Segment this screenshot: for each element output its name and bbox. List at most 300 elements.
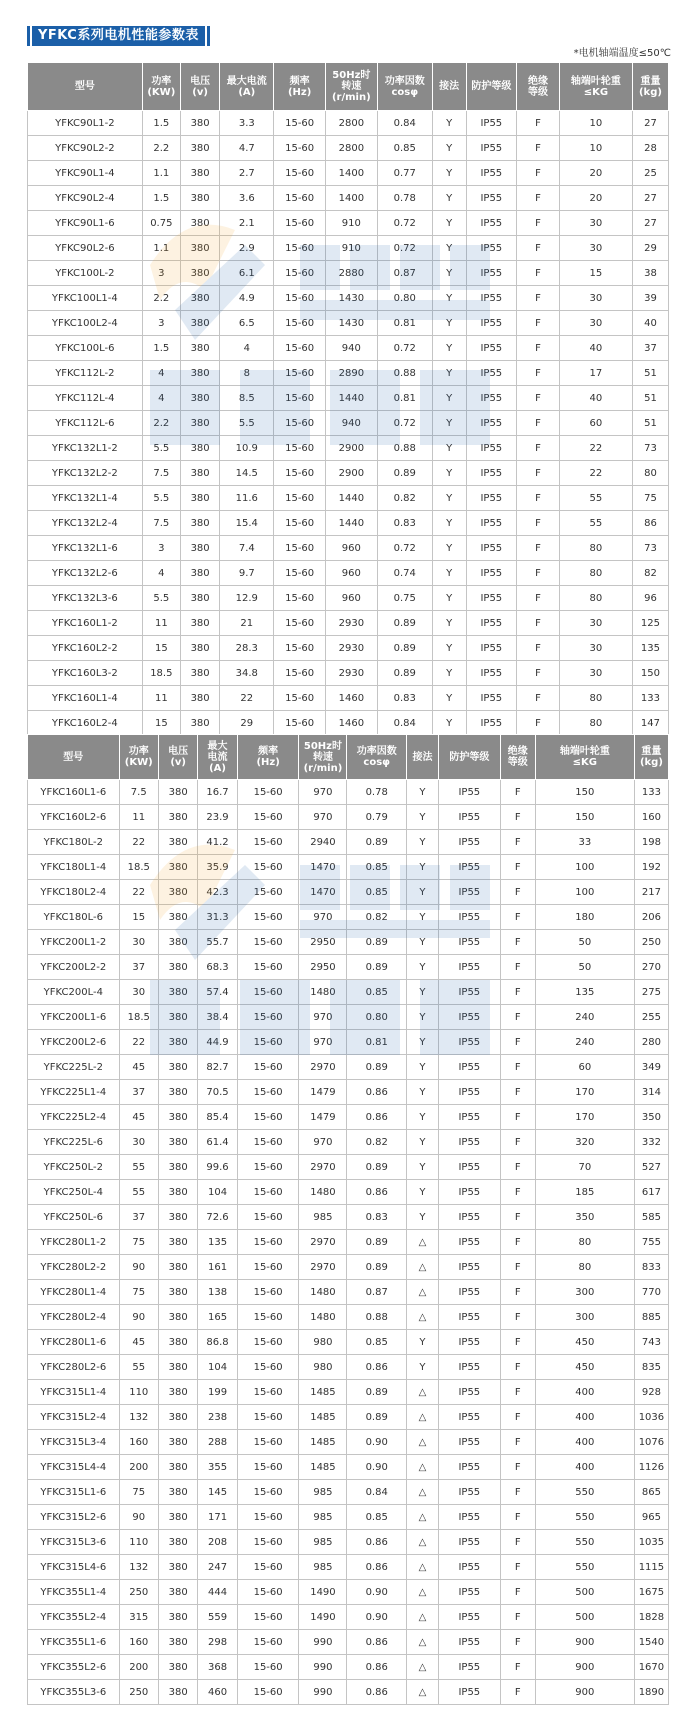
table-cell: 1470 bbox=[299, 855, 347, 880]
table-cell: 0.74 bbox=[377, 561, 432, 586]
table-row bbox=[28, 1505, 669, 1530]
table-cell: 380 bbox=[180, 261, 219, 286]
table-cell: 380 bbox=[158, 1580, 197, 1605]
table-row bbox=[28, 436, 669, 461]
table-cell: IP55 bbox=[466, 661, 517, 686]
table-cell: 8.5 bbox=[220, 386, 274, 411]
table-cell: F bbox=[500, 805, 535, 830]
table-cell: F bbox=[500, 1655, 535, 1680]
table-cell: 2930 bbox=[325, 611, 377, 636]
table-cell: 0.86 bbox=[347, 1105, 407, 1130]
table-cell: 22 bbox=[119, 830, 158, 855]
table-cell: 15-60 bbox=[237, 1555, 299, 1580]
table-cell: 2.2 bbox=[142, 411, 180, 436]
table-cell: IP55 bbox=[438, 1605, 500, 1630]
table-row bbox=[28, 411, 669, 436]
table-cell: 2950 bbox=[299, 930, 347, 955]
table-cell: 82.7 bbox=[198, 1055, 237, 1080]
table-cell: 104 bbox=[198, 1180, 237, 1205]
table-cell: IP55 bbox=[466, 336, 517, 361]
table-cell: 15-60 bbox=[274, 336, 326, 361]
table-cell: 1.1 bbox=[142, 236, 180, 261]
table-cell: IP55 bbox=[438, 1480, 500, 1505]
table-cell: YFKC280L1-2 bbox=[28, 1230, 120, 1255]
table-cell: Y bbox=[432, 361, 466, 386]
table-cell: 0.85 bbox=[377, 136, 432, 161]
table-cell: △ bbox=[407, 1580, 439, 1605]
table-cell: 22 bbox=[119, 1030, 158, 1055]
table-cell: 0.90 bbox=[347, 1580, 407, 1605]
table-cell: 90 bbox=[119, 1505, 158, 1530]
table-cell: 138 bbox=[198, 1280, 237, 1305]
table-cell: 37 bbox=[119, 955, 158, 980]
table-cell: 15-60 bbox=[274, 711, 326, 736]
table-cell: F bbox=[500, 1080, 535, 1105]
table-cell: IP55 bbox=[466, 286, 517, 311]
table-cell: 27 bbox=[632, 111, 668, 136]
table-cell: 0.85 bbox=[347, 1505, 407, 1530]
table-cell: 1076 bbox=[634, 1430, 668, 1455]
column-header: 电压 (v) bbox=[158, 735, 197, 780]
table-cell: IP55 bbox=[466, 161, 517, 186]
table-cell: 270 bbox=[634, 955, 668, 980]
table-cell: 18.5 bbox=[119, 1005, 158, 1030]
table-cell: YFKC112L-4 bbox=[28, 386, 143, 411]
table-cell: 400 bbox=[535, 1430, 634, 1455]
table-cell: Y bbox=[407, 905, 439, 930]
table-cell: 450 bbox=[535, 1330, 634, 1355]
table-cell: 1828 bbox=[634, 1605, 668, 1630]
table-cell: 1480 bbox=[299, 1280, 347, 1305]
table-cell: 30 bbox=[559, 611, 632, 636]
table-cell: 0.89 bbox=[377, 636, 432, 661]
table-cell: IP55 bbox=[466, 486, 517, 511]
table-cell: 0.84 bbox=[347, 1480, 407, 1505]
table-cell: 380 bbox=[158, 1155, 197, 1180]
table-cell: 250 bbox=[119, 1580, 158, 1605]
table-cell: Y bbox=[407, 1005, 439, 1030]
table-cell: 380 bbox=[158, 1555, 197, 1580]
table-cell: Y bbox=[432, 586, 466, 611]
table-cell: 0.78 bbox=[377, 186, 432, 211]
table-cell: YFKC160L2-4 bbox=[28, 711, 143, 736]
table-cell: 135 bbox=[632, 636, 668, 661]
table-cell: 1480 bbox=[299, 1180, 347, 1205]
table-cell: 400 bbox=[535, 1380, 634, 1405]
table-cell: 35.9 bbox=[198, 855, 237, 880]
table-cell: YFKC160L1-4 bbox=[28, 686, 143, 711]
table-cell: 240 bbox=[535, 1030, 634, 1055]
table-cell: IP55 bbox=[438, 805, 500, 830]
table-cell: F bbox=[500, 855, 535, 880]
table-cell: 1.5 bbox=[142, 336, 180, 361]
table-cell: Y bbox=[432, 186, 466, 211]
column-header: 最大电流 (A) bbox=[220, 63, 274, 111]
table-cell: △ bbox=[407, 1230, 439, 1255]
table-cell: F bbox=[500, 1605, 535, 1630]
table-cell: IP55 bbox=[438, 1230, 500, 1255]
table-cell: 90 bbox=[119, 1255, 158, 1280]
table-row bbox=[28, 486, 669, 511]
table-cell: 0.84 bbox=[377, 111, 432, 136]
table-cell: 33 bbox=[535, 830, 634, 855]
table-cell: 45 bbox=[119, 1055, 158, 1080]
table-cell: YFKC225L1-4 bbox=[28, 1080, 120, 1105]
table-cell: 1480 bbox=[299, 1305, 347, 1330]
table-cell: 9.7 bbox=[220, 561, 274, 586]
table-cell: 990 bbox=[299, 1655, 347, 1680]
table-cell: 15-60 bbox=[237, 1355, 299, 1380]
table-cell: 2970 bbox=[299, 1255, 347, 1280]
table-cell: 380 bbox=[180, 136, 219, 161]
table-cell: △ bbox=[407, 1380, 439, 1405]
table-cell: 28.3 bbox=[220, 636, 274, 661]
table-cell: YFKC132L1-2 bbox=[28, 436, 143, 461]
table-cell: 1430 bbox=[325, 311, 377, 336]
table-cell: 61.4 bbox=[198, 1130, 237, 1155]
table-cell: YFKC280L1-4 bbox=[28, 1280, 120, 1305]
table-cell: 0.79 bbox=[347, 805, 407, 830]
table-cell: 15-60 bbox=[237, 855, 299, 880]
table-cell: 0.89 bbox=[347, 1380, 407, 1405]
table-cell: YFKC132L2-2 bbox=[28, 461, 143, 486]
table-cell: 970 bbox=[299, 1005, 347, 1030]
table-cell: Y bbox=[432, 111, 466, 136]
table-cell: IP55 bbox=[466, 461, 517, 486]
table-row bbox=[28, 1080, 669, 1105]
table-cell: YFKC90L2-2 bbox=[28, 136, 143, 161]
table-cell: 80 bbox=[632, 461, 668, 486]
table-cell: 104 bbox=[198, 1355, 237, 1380]
table-cell: 500 bbox=[535, 1605, 634, 1630]
table-cell: 15-60 bbox=[274, 586, 326, 611]
table-cell: 970 bbox=[299, 780, 347, 805]
column-header: 轴端叶轮重 ≤KG bbox=[559, 63, 632, 111]
table-cell: Y bbox=[432, 211, 466, 236]
table-cell: 990 bbox=[299, 1630, 347, 1655]
table-cell: 50 bbox=[535, 955, 634, 980]
table-cell: 42.3 bbox=[198, 880, 237, 905]
table-cell: 2800 bbox=[325, 136, 377, 161]
table-cell: 15.4 bbox=[220, 511, 274, 536]
table-cell: Y bbox=[432, 461, 466, 486]
table-cell: 15-60 bbox=[237, 1580, 299, 1605]
table-cell: 4 bbox=[142, 361, 180, 386]
table-cell: 133 bbox=[632, 686, 668, 711]
table-cell: 150 bbox=[535, 805, 634, 830]
table-cell: 0.89 bbox=[347, 1405, 407, 1430]
table-cell: 985 bbox=[299, 1480, 347, 1505]
table-cell: F bbox=[517, 661, 560, 686]
table-cell: 11 bbox=[119, 805, 158, 830]
column-header: 功率因数 cosφ bbox=[377, 63, 432, 111]
table-cell: F bbox=[500, 1330, 535, 1355]
table-row bbox=[28, 611, 669, 636]
table-cell: YFKC100L-6 bbox=[28, 336, 143, 361]
table-cell: 73 bbox=[632, 436, 668, 461]
table-cell: IP55 bbox=[438, 855, 500, 880]
table-cell: 192 bbox=[634, 855, 668, 880]
table-cell: 145 bbox=[198, 1480, 237, 1505]
title-left-accent bbox=[27, 26, 30, 46]
table-cell: △ bbox=[407, 1680, 439, 1705]
table-row bbox=[28, 1680, 669, 1705]
table-cell: YFKC180L-2 bbox=[28, 830, 120, 855]
table-cell: Y bbox=[432, 136, 466, 161]
table-cell: 5.5 bbox=[142, 486, 180, 511]
table-row bbox=[28, 905, 669, 930]
table-cell: IP55 bbox=[466, 136, 517, 161]
table-row bbox=[28, 830, 669, 855]
table-cell: 15-60 bbox=[237, 1080, 299, 1105]
table-cell: 0.86 bbox=[347, 1530, 407, 1555]
table-cell: 170 bbox=[535, 1105, 634, 1130]
table-cell: YFKC90L2-6 bbox=[28, 236, 143, 261]
table-cell: 15-60 bbox=[237, 1630, 299, 1655]
table-cell: 1.1 bbox=[142, 161, 180, 186]
table-cell: Y bbox=[432, 611, 466, 636]
table-cell: 15-60 bbox=[237, 1530, 299, 1555]
table-cell: 2930 bbox=[325, 636, 377, 661]
table-cell: F bbox=[517, 236, 560, 261]
table-cell: IP55 bbox=[466, 686, 517, 711]
table-cell: IP55 bbox=[438, 905, 500, 930]
table-cell: 73 bbox=[632, 536, 668, 561]
table-cell: 980 bbox=[299, 1355, 347, 1380]
table-cell: IP55 bbox=[466, 611, 517, 636]
column-header: 轴端叶轮重 ≤KG bbox=[535, 735, 634, 780]
table-cell: 1485 bbox=[299, 1430, 347, 1455]
table-cell: F bbox=[500, 1105, 535, 1130]
table-cell: △ bbox=[407, 1280, 439, 1305]
table-cell: 833 bbox=[634, 1255, 668, 1280]
table-cell: YFKC225L2-4 bbox=[28, 1105, 120, 1130]
table-row bbox=[28, 561, 669, 586]
table-row bbox=[28, 855, 669, 880]
table-cell: 380 bbox=[158, 1205, 197, 1230]
table-cell: 15-60 bbox=[274, 611, 326, 636]
table-row bbox=[28, 1255, 669, 1280]
table-cell: 380 bbox=[158, 905, 197, 930]
table-cell: 349 bbox=[634, 1055, 668, 1080]
table-cell: 2.2 bbox=[142, 286, 180, 311]
table-cell: 380 bbox=[158, 1005, 197, 1030]
table-cell: 6.5 bbox=[220, 311, 274, 336]
table-cell: 37 bbox=[632, 336, 668, 361]
table-cell: △ bbox=[407, 1630, 439, 1655]
table-cell: 320 bbox=[535, 1130, 634, 1155]
table-cell: 90 bbox=[119, 1305, 158, 1330]
spec-table-1 bbox=[27, 62, 669, 736]
table-cell: YFKC250L-4 bbox=[28, 1180, 120, 1205]
table-cell: 380 bbox=[158, 855, 197, 880]
table-cell: 15-60 bbox=[237, 1205, 299, 1230]
table-row bbox=[28, 1355, 669, 1380]
table-cell: 45 bbox=[119, 1330, 158, 1355]
table-cell: 15-60 bbox=[237, 1055, 299, 1080]
table-cell: 1485 bbox=[299, 1405, 347, 1430]
table-cell: 960 bbox=[325, 536, 377, 561]
table-cell: △ bbox=[407, 1405, 439, 1430]
table-cell: Y bbox=[407, 880, 439, 905]
table-cell: YFKC112L-2 bbox=[28, 361, 143, 386]
table-cell: YFKC132L2-4 bbox=[28, 511, 143, 536]
table-cell: 1440 bbox=[325, 486, 377, 511]
table-cell: YFKC112L-6 bbox=[28, 411, 143, 436]
table-cell: 4 bbox=[142, 561, 180, 586]
table-cell: YFKC355L2-4 bbox=[28, 1605, 120, 1630]
table-cell: 38 bbox=[632, 261, 668, 286]
table-cell: 1670 bbox=[634, 1655, 668, 1680]
table-cell: 1480 bbox=[299, 980, 347, 1005]
table-cell: 550 bbox=[535, 1480, 634, 1505]
table-row bbox=[28, 711, 669, 736]
table-cell: 1400 bbox=[325, 161, 377, 186]
table-cell: YFKC132L1-6 bbox=[28, 536, 143, 561]
table-cell: 15-60 bbox=[274, 236, 326, 261]
table-cell: 900 bbox=[535, 1655, 634, 1680]
table-cell: Y bbox=[407, 855, 439, 880]
table-cell: IP55 bbox=[438, 1005, 500, 1030]
table-cell: 2970 bbox=[299, 1055, 347, 1080]
table-cell: 1036 bbox=[634, 1405, 668, 1430]
table-row bbox=[28, 686, 669, 711]
table-cell: 865 bbox=[634, 1480, 668, 1505]
table-cell: 150 bbox=[632, 661, 668, 686]
table-cell: 68.3 bbox=[198, 955, 237, 980]
column-header: 型号 bbox=[28, 735, 120, 780]
table-cell: 380 bbox=[180, 461, 219, 486]
table-cell: F bbox=[517, 511, 560, 536]
table-cell: 2.7 bbox=[220, 161, 274, 186]
table-cell: 0.75 bbox=[377, 586, 432, 611]
table-cell: F bbox=[517, 311, 560, 336]
table-cell: 15-60 bbox=[237, 1130, 299, 1155]
table-cell: 755 bbox=[634, 1230, 668, 1255]
table-cell: Y bbox=[432, 661, 466, 686]
table-cell: 30 bbox=[119, 980, 158, 1005]
table-cell: YFKC90L1-6 bbox=[28, 211, 143, 236]
table-cell: F bbox=[500, 1030, 535, 1055]
table-cell: 99.6 bbox=[198, 1155, 237, 1180]
table-cell: YFKC180L-6 bbox=[28, 905, 120, 930]
table-cell: 80 bbox=[559, 586, 632, 611]
table-cell: 29 bbox=[632, 236, 668, 261]
column-header: 功率因数 cosφ bbox=[347, 735, 407, 780]
column-header: 50Hz时 转速 (r/min) bbox=[325, 63, 377, 111]
table-cell: 55 bbox=[559, 511, 632, 536]
table-cell: 2.1 bbox=[220, 211, 274, 236]
table-row bbox=[28, 1055, 669, 1080]
table-cell: F bbox=[500, 1355, 535, 1380]
table-cell: 27 bbox=[632, 186, 668, 211]
table-cell: 380 bbox=[180, 236, 219, 261]
table-cell: 4 bbox=[142, 386, 180, 411]
table-cell: 0.85 bbox=[347, 980, 407, 1005]
page-title: YFKC系列电机性能参数表 bbox=[32, 26, 205, 46]
table-cell: F bbox=[517, 411, 560, 436]
table-cell: 0.90 bbox=[347, 1455, 407, 1480]
table-cell: 160 bbox=[634, 805, 668, 830]
table-cell: 15-60 bbox=[237, 1155, 299, 1180]
table-cell: 0.85 bbox=[347, 1330, 407, 1355]
table-cell: F bbox=[500, 1255, 535, 1280]
title-right-accent bbox=[207, 26, 210, 46]
table-cell: YFKC315L3-4 bbox=[28, 1430, 120, 1455]
table-row bbox=[28, 111, 669, 136]
table-cell: 380 bbox=[158, 1330, 197, 1355]
table-cell: 15-60 bbox=[237, 1655, 299, 1680]
table-cell: 18.5 bbox=[119, 855, 158, 880]
table-cell: F bbox=[500, 1205, 535, 1230]
table-cell: IP55 bbox=[466, 436, 517, 461]
table-cell: F bbox=[500, 1005, 535, 1030]
table-cell: 15-60 bbox=[237, 1505, 299, 1530]
table-row bbox=[28, 1280, 669, 1305]
table-cell: YFKC225L-2 bbox=[28, 1055, 120, 1080]
table-cell: 0.78 bbox=[347, 780, 407, 805]
table-cell: IP55 bbox=[466, 236, 517, 261]
table-cell: IP55 bbox=[466, 411, 517, 436]
table-cell: 380 bbox=[158, 1505, 197, 1530]
table-cell: 70.5 bbox=[198, 1080, 237, 1105]
table-cell: 380 bbox=[158, 1630, 197, 1655]
table-cell: 10 bbox=[559, 111, 632, 136]
table-cell: 380 bbox=[158, 1380, 197, 1405]
table-cell: 550 bbox=[535, 1530, 634, 1555]
column-header: 绝缘 等级 bbox=[517, 63, 560, 111]
table-cell: 44.9 bbox=[198, 1030, 237, 1055]
table-row bbox=[28, 880, 669, 905]
table-cell: 368 bbox=[198, 1655, 237, 1680]
table-row bbox=[28, 236, 669, 261]
table-cell: 315 bbox=[119, 1605, 158, 1630]
table-cell: IP55 bbox=[438, 1280, 500, 1305]
table-cell: 150 bbox=[535, 780, 634, 805]
table-cell: 0.80 bbox=[377, 286, 432, 311]
table-cell: 217 bbox=[634, 880, 668, 905]
table-cell: F bbox=[500, 1530, 535, 1555]
table-cell: 0.72 bbox=[377, 536, 432, 561]
table-cell: 29 bbox=[220, 711, 274, 736]
table-cell: F bbox=[500, 1280, 535, 1305]
table-cell: 238 bbox=[198, 1405, 237, 1430]
table-cell: Y bbox=[432, 511, 466, 536]
table-cell: △ bbox=[407, 1255, 439, 1280]
table-cell: 72.6 bbox=[198, 1205, 237, 1230]
table-cell: 835 bbox=[634, 1355, 668, 1380]
table-cell: 82 bbox=[632, 561, 668, 586]
table-cell: IP55 bbox=[466, 711, 517, 736]
table-cell: YFKC250L-6 bbox=[28, 1205, 120, 1230]
table-cell: 380 bbox=[180, 311, 219, 336]
table-cell: 885 bbox=[634, 1305, 668, 1330]
table-cell: 55.7 bbox=[198, 930, 237, 955]
table-cell: F bbox=[517, 211, 560, 236]
table-cell: 15-60 bbox=[237, 1680, 299, 1705]
table-cell: 298 bbox=[198, 1630, 237, 1655]
table-cell: 900 bbox=[535, 1680, 634, 1705]
table-cell: 0.86 bbox=[347, 1355, 407, 1380]
table-cell: IP55 bbox=[438, 780, 500, 805]
table-row bbox=[28, 930, 669, 955]
table-cell: 380 bbox=[180, 536, 219, 561]
table-cell: 171 bbox=[198, 1505, 237, 1530]
table-cell: 198 bbox=[634, 830, 668, 855]
table-cell: 15-60 bbox=[274, 361, 326, 386]
table-cell: 20 bbox=[559, 186, 632, 211]
table-cell: 15-60 bbox=[274, 486, 326, 511]
